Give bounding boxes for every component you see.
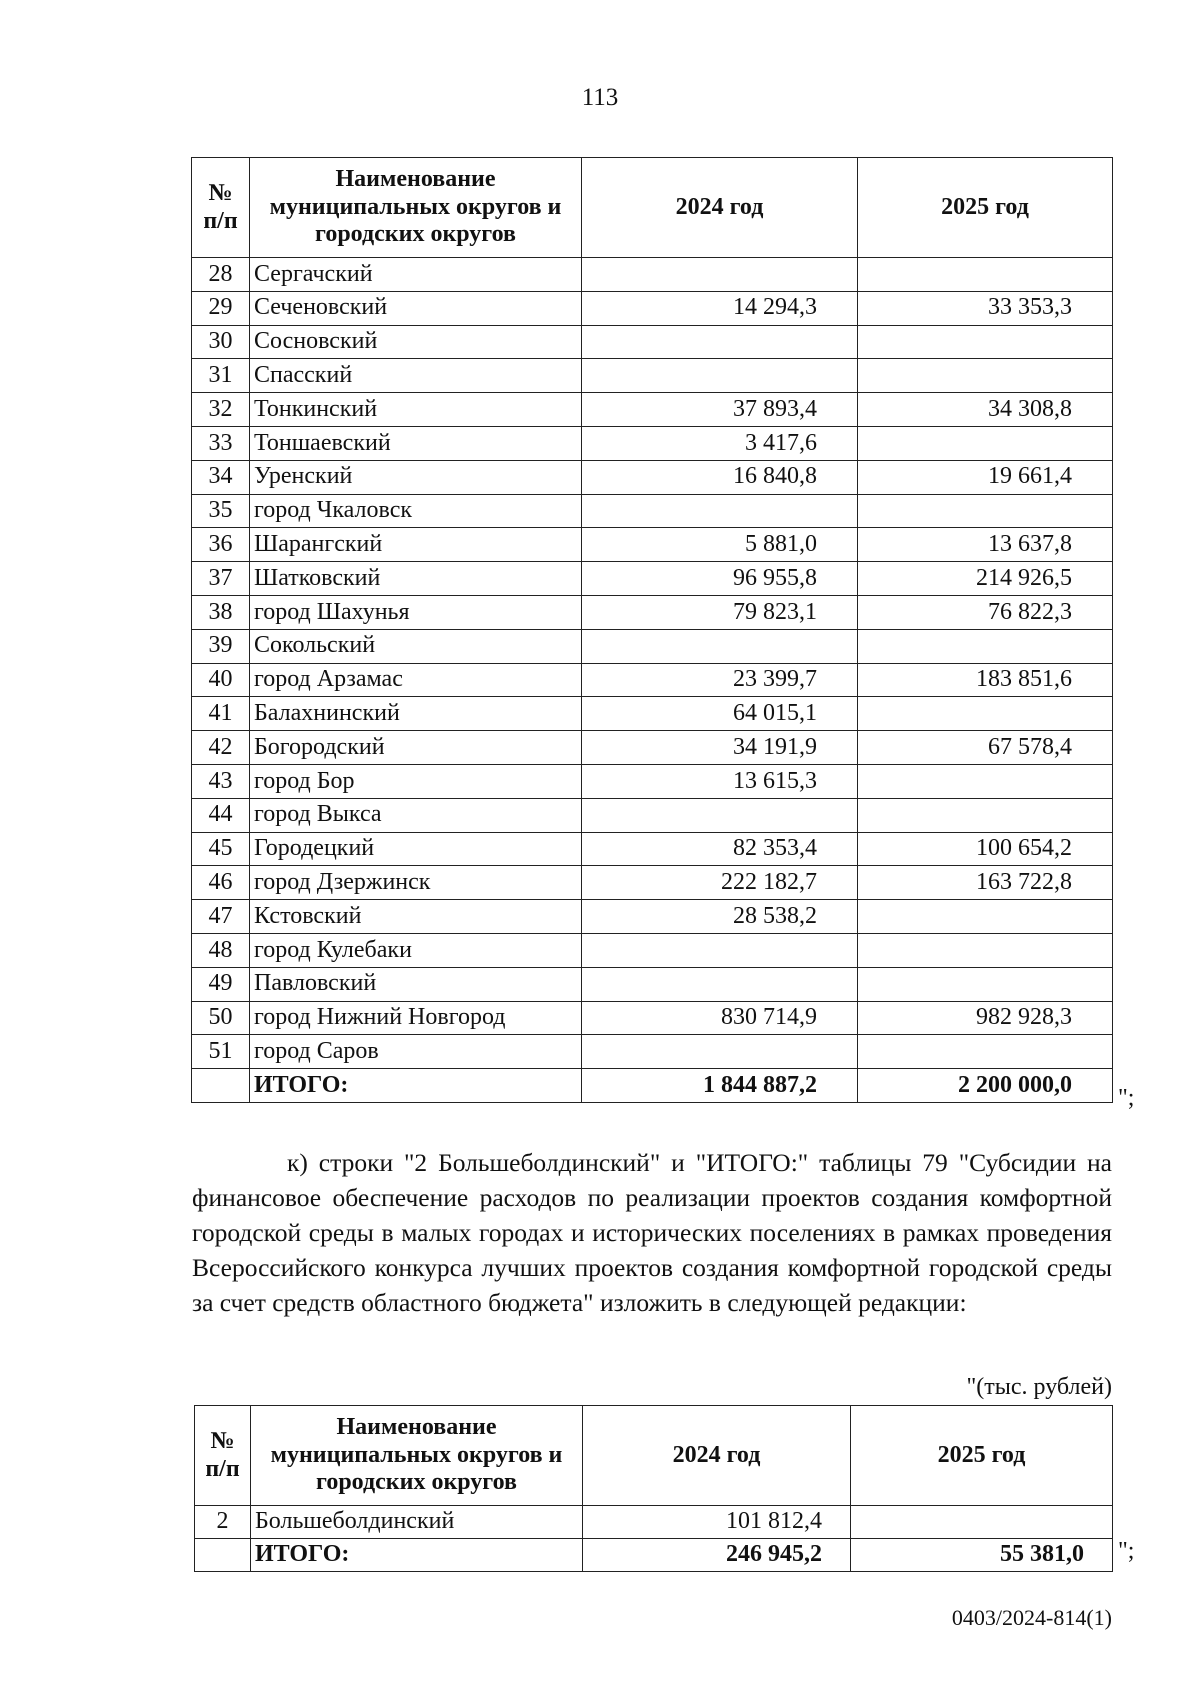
district-name: Тоншаевский <box>250 426 582 460</box>
row-number: 33 <box>192 426 250 460</box>
row-number: 32 <box>192 393 250 427</box>
header-num: № п/п <box>195 1406 251 1506</box>
table-row <box>192 629 1113 663</box>
table-row <box>192 764 1113 798</box>
district-name: Сокольский <box>250 629 582 663</box>
empty-cell <box>195 1539 251 1572</box>
value-2024: 34 191,9 <box>582 731 858 765</box>
district-name: город Бор <box>250 764 582 798</box>
table-row <box>192 933 1113 967</box>
district-name: Шатковский <box>250 562 582 596</box>
district-name: Сергачский <box>250 258 582 292</box>
district-name: город Арзамас <box>250 663 582 697</box>
row-number: 41 <box>192 697 250 731</box>
empty-cell <box>192 1069 250 1103</box>
table-row <box>192 291 1113 325</box>
value-2025 <box>858 258 1113 292</box>
value-2025: 67 578,4 <box>858 731 1113 765</box>
table-row <box>192 967 1113 1001</box>
closing-quote: "; <box>1118 1085 1135 1111</box>
row-number: 51 <box>192 1035 250 1069</box>
table-row <box>195 1506 1113 1539</box>
district-name: город Чкаловск <box>250 494 582 528</box>
table-row <box>192 562 1113 596</box>
header-2025: 2025 год <box>851 1406 1113 1506</box>
value-2025: 34 308,8 <box>858 393 1113 427</box>
district-name: Сосновский <box>250 325 582 359</box>
total-label: ИТОГО: <box>250 1069 582 1103</box>
row-number: 45 <box>192 832 250 866</box>
value-2025 <box>858 1035 1113 1069</box>
value-2024: 14 294,3 <box>582 291 858 325</box>
row-number: 43 <box>192 764 250 798</box>
district-name: Большеболдинский <box>251 1506 583 1539</box>
table-row <box>192 359 1113 393</box>
value-2024 <box>582 325 858 359</box>
value-2024: 5 881,0 <box>582 528 858 562</box>
document-code: 0403/2024-814(1) <box>951 1605 1112 1630</box>
row-number: 49 <box>192 967 250 1001</box>
amendment-paragraph <box>192 1145 1112 1320</box>
value-2025 <box>858 629 1113 663</box>
value-2025: 163 722,8 <box>858 866 1113 900</box>
header-num: № п/п <box>192 158 250 258</box>
table-row <box>192 258 1113 292</box>
closing-quote: "; <box>1118 1538 1135 1564</box>
header-2025: 2025 год <box>858 158 1113 258</box>
table-row <box>192 832 1113 866</box>
district-name: Шарангский <box>250 528 582 562</box>
value-2024 <box>582 967 858 1001</box>
row-number: 47 <box>192 900 250 934</box>
row-number: 46 <box>192 866 250 900</box>
value-2025 <box>858 325 1113 359</box>
subsidy-table-79 <box>194 1405 1113 1572</box>
value-2024 <box>582 359 858 393</box>
district-name: город Шахунья <box>250 595 582 629</box>
amendment-text: к) строки "2 Большеболдинский" и "ИТОГО:" таблицы 79 "Субсидии на финансовое обеспечение расходов по реализации проектов создания комфортной городской среды в малых городах и исторических поселениях в рамках проведения Всероссийского конкурса лучших проектов создания комфортной городской среды за счет средств областного бюджета" изложить в следующей редакции: <box>192 1148 1112 1317</box>
total-2025: 55 381,0 <box>851 1539 1113 1572</box>
district-name: Павловский <box>250 967 582 1001</box>
row-number: 34 <box>192 460 250 494</box>
value-2024: 79 823,1 <box>582 595 858 629</box>
value-2025 <box>858 697 1113 731</box>
row-number: 42 <box>192 731 250 765</box>
value-2024 <box>582 629 858 663</box>
value-2024: 3 417,6 <box>582 426 858 460</box>
value-2024 <box>582 798 858 832</box>
value-2025 <box>858 900 1113 934</box>
value-2025 <box>858 764 1113 798</box>
row-number: 31 <box>192 359 250 393</box>
page-number: 113 <box>581 84 619 111</box>
value-2025 <box>858 798 1113 832</box>
value-2024: 64 015,1 <box>582 697 858 731</box>
table-row <box>192 426 1113 460</box>
value-2024: 101 812,4 <box>583 1506 851 1539</box>
table-row <box>192 900 1113 934</box>
header-2024: 2024 год <box>582 158 858 258</box>
total-label: ИТОГО: <box>251 1539 583 1572</box>
table-row <box>192 731 1113 765</box>
value-2025 <box>858 494 1113 528</box>
value-2025 <box>858 967 1113 1001</box>
unit-label: "(тыс. рублей) <box>966 1374 1112 1400</box>
table-row <box>192 697 1113 731</box>
district-name: город Кулебаки <box>250 933 582 967</box>
value-2024: 37 893,4 <box>582 393 858 427</box>
value-2024 <box>582 933 858 967</box>
value-2025 <box>858 359 1113 393</box>
header-name: Наименование муниципальных округов и городских округов <box>251 1406 583 1506</box>
total-row <box>195 1539 1113 1572</box>
value-2025: 100 654,2 <box>858 832 1113 866</box>
row-number: 38 <box>192 595 250 629</box>
row-number: 2 <box>195 1506 251 1539</box>
value-2025: 76 822,3 <box>858 595 1113 629</box>
value-2024: 82 353,4 <box>582 832 858 866</box>
value-2024 <box>582 258 858 292</box>
district-name: Богородский <box>250 731 582 765</box>
value-2025 <box>858 933 1113 967</box>
value-2024: 28 538,2 <box>582 900 858 934</box>
district-name: Сеченовский <box>250 291 582 325</box>
total-2024: 1 844 887,2 <box>582 1069 858 1103</box>
value-2025: 19 661,4 <box>858 460 1113 494</box>
row-number: 39 <box>192 629 250 663</box>
table-row <box>192 325 1113 359</box>
value-2024 <box>582 1035 858 1069</box>
value-2025: 214 926,5 <box>858 562 1113 596</box>
row-number: 48 <box>192 933 250 967</box>
row-number: 36 <box>192 528 250 562</box>
table-row <box>192 798 1113 832</box>
value-2024: 96 955,8 <box>582 562 858 596</box>
header-2024: 2024 год <box>583 1406 851 1506</box>
district-name: город Нижний Новгород <box>250 1001 582 1035</box>
value-2024: 16 840,8 <box>582 460 858 494</box>
subsidy-table-continued <box>191 157 1113 1103</box>
row-number: 35 <box>192 494 250 528</box>
row-number: 28 <box>192 258 250 292</box>
district-name: город Дзержинск <box>250 866 582 900</box>
value-2024: 830 714,9 <box>582 1001 858 1035</box>
total-2025: 2 200 000,0 <box>858 1069 1113 1103</box>
district-name: город Выкса <box>250 798 582 832</box>
row-number: 29 <box>192 291 250 325</box>
district-name: город Саров <box>250 1035 582 1069</box>
value-2025 <box>858 426 1113 460</box>
row-number: 37 <box>192 562 250 596</box>
value-2025: 33 353,3 <box>858 291 1113 325</box>
row-number: 50 <box>192 1001 250 1035</box>
table-row <box>192 866 1113 900</box>
district-name: Уренский <box>250 460 582 494</box>
header-name: Наименование муниципальных округов и городских округов <box>250 158 582 258</box>
district-name: Кстовский <box>250 900 582 934</box>
table-row <box>192 663 1113 697</box>
value-2025: 13 637,8 <box>858 528 1113 562</box>
value-2025: 183 851,6 <box>858 663 1113 697</box>
district-name: Тонкинский <box>250 393 582 427</box>
table-row <box>192 1035 1113 1069</box>
table-row <box>192 494 1113 528</box>
value-2025 <box>851 1506 1113 1539</box>
district-name: Балахнинский <box>250 697 582 731</box>
value-2024: 222 182,7 <box>582 866 858 900</box>
table-row <box>192 595 1113 629</box>
district-name: Спасский <box>250 359 582 393</box>
total-2024: 246 945,2 <box>583 1539 851 1572</box>
table-row <box>192 1001 1113 1035</box>
row-number: 44 <box>192 798 250 832</box>
table-row <box>192 460 1113 494</box>
table-row <box>192 528 1113 562</box>
district-name: Городецкий <box>250 832 582 866</box>
value-2024 <box>582 494 858 528</box>
value-2025: 982 928,3 <box>858 1001 1113 1035</box>
value-2024: 13 615,3 <box>582 764 858 798</box>
row-number: 30 <box>192 325 250 359</box>
total-row <box>192 1069 1113 1103</box>
value-2024: 23 399,7 <box>582 663 858 697</box>
table-row <box>192 393 1113 427</box>
row-number: 40 <box>192 663 250 697</box>
